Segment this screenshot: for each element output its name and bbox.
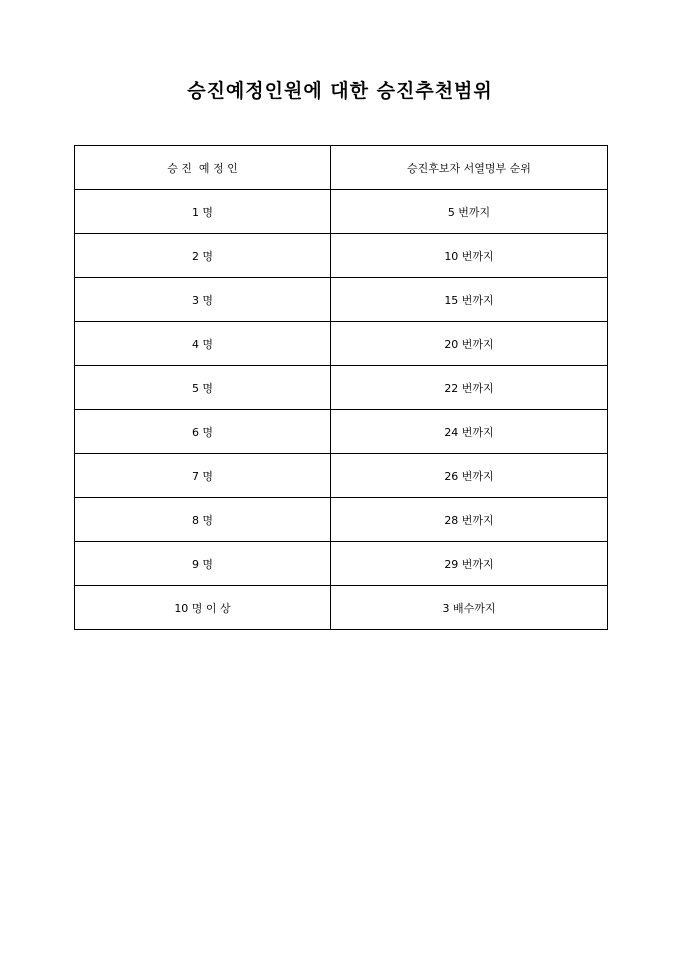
header-candidate-rank: 승진후보자 서열명부 순위 [331,146,608,190]
table-header-row [75,146,608,190]
document-title: 승진예정인원에 대한 승진추천범위 [187,80,493,102]
planned-count-cell: 6 명 [75,410,331,454]
planned-count-cell: 3 명 [75,278,331,322]
header-planned-promotions: 승 진 예 정 인 [75,146,331,190]
planned-count-cell: 1 명 [75,190,331,234]
table-row [75,586,608,630]
planned-count-cell: 9 명 [75,542,331,586]
rank-range-cell: 28 번까지 [331,498,608,542]
planned-count-cell: 7 명 [75,454,331,498]
planned-count-cell: 5 명 [75,366,331,410]
table-row [75,454,608,498]
rank-range-cell: 26 번까지 [331,454,608,498]
table-row [75,542,608,586]
table-row [75,410,608,454]
rank-range-cell: 29 번까지 [331,542,608,586]
rank-range-cell: 10 번까지 [331,234,608,278]
rank-range-cell: 15 번까지 [331,278,608,322]
rank-range-cell: 3 배수까지 [331,586,608,630]
planned-count-cell: 10 명 이 상 [75,586,331,630]
planned-count-cell: 2 명 [75,234,331,278]
table-row [75,366,608,410]
promotion-range-table [74,145,608,630]
planned-count-cell: 4 명 [75,322,331,366]
rank-range-cell: 22 번까지 [331,366,608,410]
rank-range-cell: 20 번까지 [331,322,608,366]
table-row [75,190,608,234]
table-row [75,234,608,278]
rank-range-cell: 24 번까지 [331,410,608,454]
table-row [75,278,608,322]
table-row [75,498,608,542]
planned-count-cell: 8 명 [75,498,331,542]
rank-range-cell: 5 번까지 [331,190,608,234]
table-row [75,322,608,366]
